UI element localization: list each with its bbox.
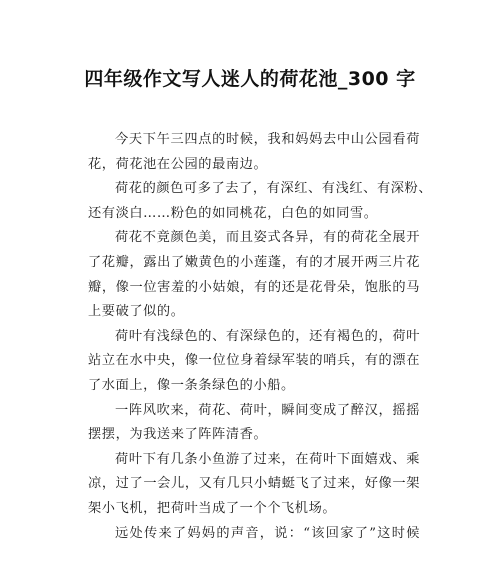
- essay-line: 花，荷花池在公园的最南边。: [88, 156, 268, 172]
- essay-line: 今天下午三四点的时候，我和妈妈去中山公园看荷: [115, 132, 420, 147]
- essay-line: 架小飞机，把荷叶当成了一个个飞机场。: [88, 500, 337, 516]
- essay-line: 了花瓣，露出了嫩黄色的小莲蓬，有的才展开两三片花: [88, 254, 420, 270]
- essay-line: 荷叶有浅绿色的、有深绿色的，还有褐色的，荷叶: [115, 328, 420, 344]
- essay-line: 凉，过了一会儿，又有几只小蜻蜓飞了过来，好像一架: [88, 476, 420, 492]
- essay-body: [88, 128, 433, 546]
- essay-line: 还有淡白……粉色的如同桃花，白色的如同雪。: [88, 205, 378, 221]
- essay-line: 瓣，像一位害羞的小姑娘，有的还是花骨朵，饱胀的马: [88, 279, 420, 295]
- essay-line: 摆摆，为我送来了阵阵清香。: [88, 427, 268, 443]
- essay-line: 荷花不竟颜色美，而且姿式各异，有的荷花全展开: [115, 230, 420, 246]
- essay-line: 荷叶下有几条小鱼游了过来，在荷叶下面嬉戏、乘: [115, 451, 420, 467]
- essay-line: 站立在水中央，像一位位身着绿军装的哨兵，有的漂在: [88, 353, 420, 369]
- essay-line: 上要破了似的。: [88, 304, 185, 320]
- essay-line: 远处传来了妈妈的声音，说：“该回家了”这时候: [115, 525, 420, 541]
- document-title: 四年级作文写人迷人的荷花池_300 字: [84, 68, 416, 90]
- essay-line: 一阵风吹来，荷花、荷叶，瞬间变成了醉汉，摇摇: [115, 402, 420, 418]
- essay-line: 荷花的颜色可多了去了，有深红、有浅红、有深粉、: [115, 181, 433, 197]
- essay-line: 了水面上，像一条条绿色的小船。: [88, 377, 295, 393]
